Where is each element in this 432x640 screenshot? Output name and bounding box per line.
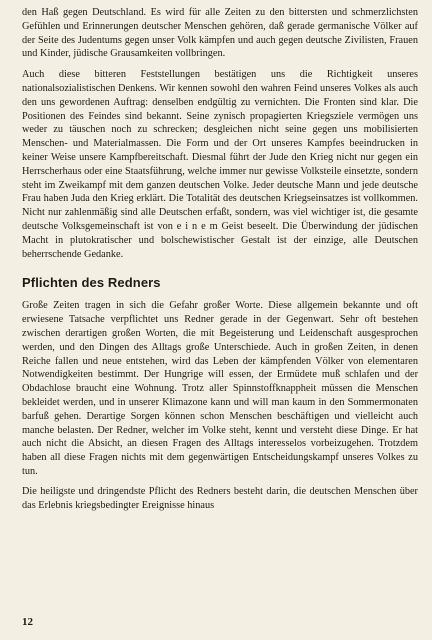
body-paragraph: Die heiligste und dringendste Pflicht des Redners besteht darin, die deutschen Menschen über das Erlebnis kriegsbedingter Ereignisse hinaus [22,485,418,511]
body-paragraph: Große Zeiten tragen in sich die Gefahr großer Worte. Diese allgemein bekannte und oft erwiesene Tatsache verpflichtet uns Redner gerade in der Gegenwart. Sehr oft bestehen zwischen derartigen großen Worten, die mit Begeisterung und Leidenschaft ausgesprochen werden, und den Dingen des Alltags große Unterschiede. Auch in großen Zeiten, in denen Reiche fallen und neue entstehen, wird das Leben der kämpfenden Völker von elementaren Notwendigkeiten bestimmt. Der Hungrige will essen, der Ermüdete muß schlafen und der Obdachlose braucht eine Wohnung. Trotz aller Spinnstoffknappheit müssen die Menschen bekleidet werden, und in unserer Klimazone kann und will man kaum in den Sommermonaten barfuß gehen. Derartige Sorgen können schon Menschen beschäftigen und vielleicht auch manche belasten. Der Redner, welcher im Volke steht, kennt und versteht diese Dinge. Er hat auch nicht die Absicht, an diesen Fragen des Alltags interesselos vorbeizugehen. Trotzdem haben all diese Fragen nichts mit dem gegenwärtigen Entscheidungskampf unseres Volkes zu tun. [22,300,418,477]
body-paragraph: den Haß gegen Deutschland. Es wird für alle Zeiten zu den bittersten und schmerzlichsten Gefühlen und Erinnerungen deutscher Menschen gehören, daß gerade germanische Völker auf der Seite des Judentums gegen unser Volk kämpfen und auch gegen deutsche Zivilisten, Frauen und Kinder, jüdische Grausamkeiten vollbringen. [22,7,418,60]
page-number: 12 [22,616,33,629]
body-paragraph: Auch diese bitteren Feststellungen bestätigen uns die Richtigkeit unseres nationalsozialistischen Denkens. Wir kennen sowohl den wahren Feind unseres Volkes als auch den uns gewordenen Auftrag: denselben endgültig zu vernichten. Die Fronten sind klar. Die Positionen des Feindes sind bekannt. Seine zynisch propagierten Kriegsziele vermögen uns weder zu täuschen noch zu schrecken; desgleichen nicht seine gegen uns mobilisierten Menschen- und Materialmassen. Die Form und der Ort unseres Kampfes beeindrucken in keiner Weise unsere Kampfbereitschaft. Diesmal führt der Jude den Krieg nicht nur gegen ein Herrscherhaus oder eine Staatsführung, welche immer nur gewisse Volksteile einsetzte, sondern steht im Zweikampf mit dem ganzen deutschen Volke. Jeder deutsche Mann und jede deutsche Frau haben Juda den Krieg erklärt. Die Totalität des deutschen Kriegseinsatzes ist vollkommen. Nicht nur zahlenmäßig sind alle Deutschen erfaßt, sondern, was viel wichtiger ist, die gesamte deutsche Volksgemeinschaft ist von e i n e m Geist beseelt. Die Überwindung der jüdischen Macht in plutokratischer und bolschewistischer Gestalt ist der einzige, alle Deutschen beherrschende Gedanke. [22,69,418,260]
section-heading: Pflichten des Redners [22,275,161,291]
